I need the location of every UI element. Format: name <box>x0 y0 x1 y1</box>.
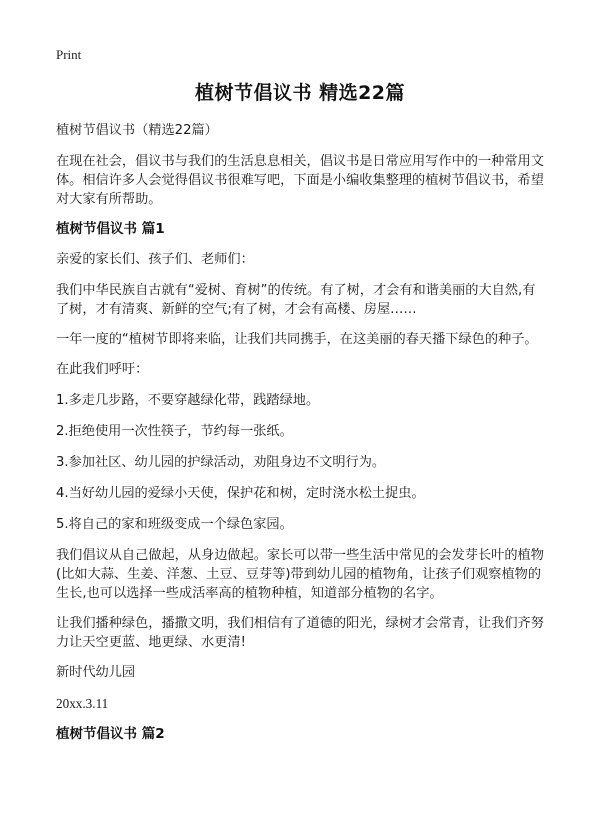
section-heading-1: 植树节倡议书 篇1 <box>56 221 165 237</box>
page-title: 植树节倡议书 精选22篇 <box>194 82 406 104</box>
paragraph-tradition: 我们中华民族自古就有“爱树、育树”的传统。有了树，才会有和谐美丽的大自然,有了树，才有清爽、新鲜的空气;有了树，才会有高楼、房屋…… <box>56 283 536 317</box>
paragraph-arbor-day: 一年一度的“植树节即将来临，让我们共同携手，在这美丽的春天播下绿色的种子。 <box>56 332 538 347</box>
print-label: Print <box>56 47 82 62</box>
paragraph-closing: 让我们播种绿色，播撒文明，我们相信有了道德的阳光，绿树才会常青，让我们齐努力让天空更蓝、地更绿、水更清! <box>56 616 544 650</box>
signature: 新时代幼儿园 <box>56 665 136 680</box>
document-subtitle: 植树节倡议书（精选22篇） <box>56 123 218 138</box>
list-item: 5.将自己的家和班级变成一个绿色家园。 <box>56 517 293 532</box>
list-item: 4.当好幼儿园的爱绿小天使，保护花和树，定时浇水松土捉虫。 <box>56 486 425 501</box>
greeting: 亲爱的家长们、孩子们、老师们： <box>56 252 254 267</box>
document-body <box>56 121 548 755</box>
list-item: 2.拒绝使用一次性筷子，节约每一张纸。 <box>56 424 293 439</box>
section-heading-2: 植树节倡议书 篇2 <box>56 726 165 742</box>
call-to-action: 在此我们呼吁： <box>56 362 149 377</box>
list-item: 3.参加社区、幼儿园的护绿活动，劝阻身边不文明行为。 <box>56 455 386 470</box>
list-item: 1.多走几步路，不要穿越绿化带，践踏绿地。 <box>56 393 320 408</box>
paragraph-initiative: 我们倡议从自己做起，从身边做起。家长可以带一些生活中常见的会发芽长叶的植物(比如大蒜、生姜、洋葱、土豆、豆芽等)带到幼儿园的植物角，让孩子们观察植物的生长,也可以选择一些成活率高的植物种植，知道部分植物的名字。 <box>56 548 544 601</box>
intro-paragraph: 在现在社会，倡议书与我们的生活息息相关，倡议书是日常应用写作中的一种常用文体。相信许多人会觉得倡议书很难写吧，下面是小编收集整理的植树节倡议书，希望对大家有所帮助。 <box>56 154 544 207</box>
date: 20xx.3.11 <box>56 696 109 711</box>
